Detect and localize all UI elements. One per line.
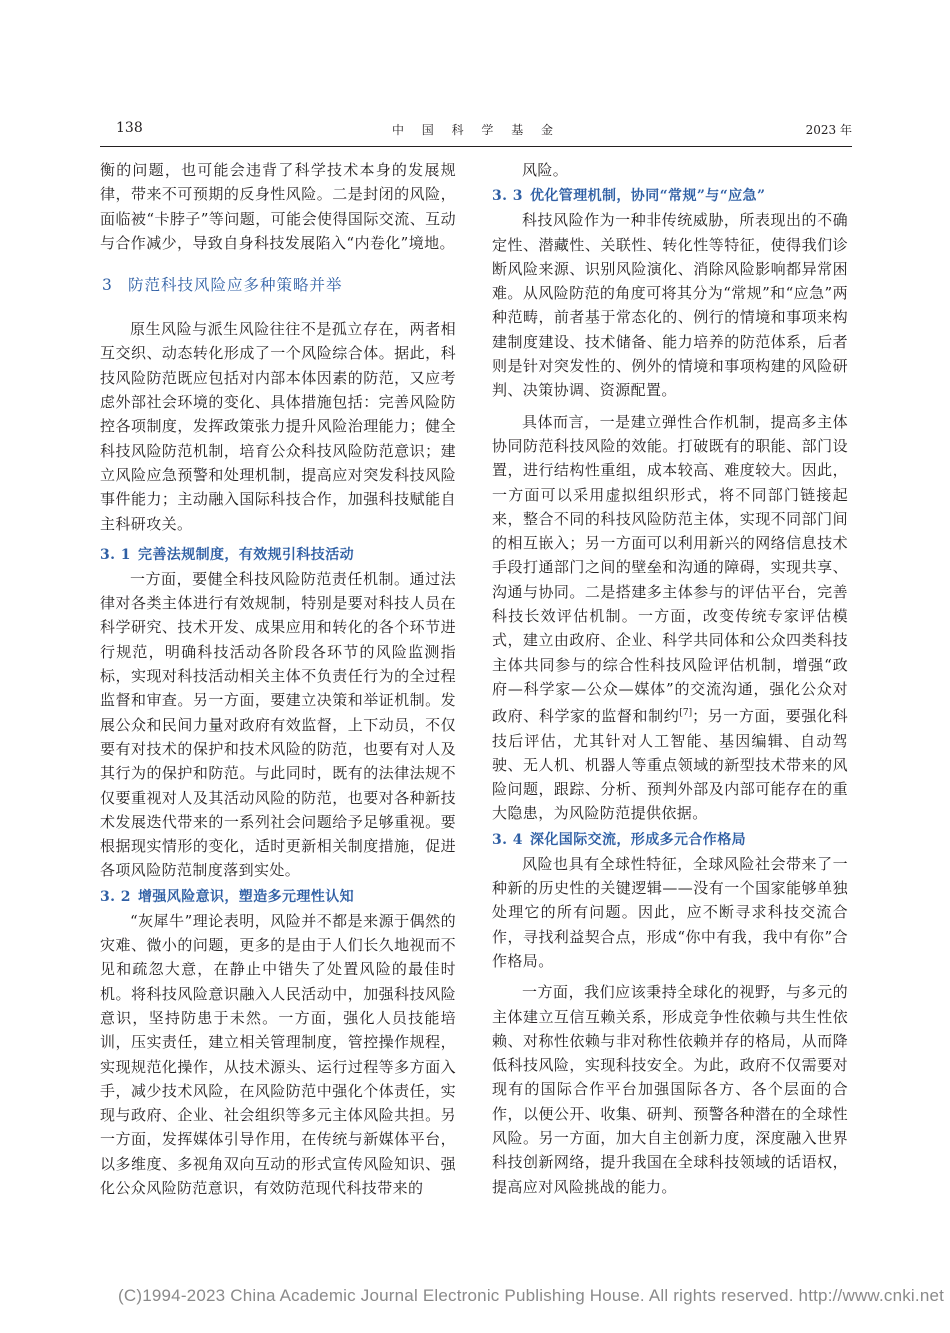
subsection-title: 深化国际交流，形成多元合作格局 (530, 831, 746, 848)
subsection-3-4-heading (492, 828, 848, 852)
paragraph-3-2: “灰犀牛”理论表明，风险并不都是来源于偶然的灾难、微小的问题，更多的是由于人们长久地视而不见和疏忽大意，在静止中错失了处置风险的最佳时机。将科技风险意识融入人民活动中，加强科技风险意识，坚持防患于未然。一方面，强化人员技能培训，压实责任，建立相关管理制度，管控操作规程，实现规范化操作，从技术源头、运行过程等多方面入手，减少技术风险，在风险防范中强化个体责任，实现与政府、企业、社会组织等多元主体风险共担。另一方面，发挥媒体引导作用，在传统与新媒体平台，以多维度、多视角双向互动的形式宣传风险知识、强化公众风险防范意识，有效防范现代科技带来的 (100, 911, 456, 1197)
subsection-3-1-heading (100, 543, 456, 567)
subsection-number: 3. 4 (492, 831, 523, 848)
journal-year: 2023 年 (805, 123, 852, 137)
paragraph-section-3: 原生风险与派生风险往往不是孤立存在，两者相互交织、动态转化形成了一个风险综合体。据此，科技风险防范既应包括对内部本体因素的防范，又应考虑外部社会环境的变化、具体措施包括：完善风险防控各项制度，发挥政策张力提升风险治理能力；健全科技风险防范机制，培育公众科技风险防范意识；建立风险应急预警和处理机制，提高应对突发科技风险事件能力；主动融入国际科技合作，加强科技赋能自主科研攻关。 (100, 320, 456, 533)
subsection-title: 优化管理机制，协同“常规”与“应急” (530, 188, 766, 205)
paragraph-text: ；另一方面，要强化科技后评估，尤其针对人工智能、基因编辑、自动驾驶、无人机、机器人等重点领域的新型技术带来的风险问题，跟踪、分析、预判外部及内部可能存在的重大隐患，为风险防范提供依据。 (492, 707, 848, 823)
paragraph-3-3-a: 科技风险作为一种非传统威胁，所表现出的不确定性、潜藏性、关联性、转化性等特征，使得我们诊断风险来源、识别风险演化、消除风险影响都异常困难。从风险防范的角度可将其分为“常规”和“应急”两种范畴，前者基于常态化的、例行的情境和事项来构建制度建设、技术储备、能力培养的防范体系，后者则是针对突发性的、例外的情境和事项构建的风险研判、决策协调、资源配置。 (492, 211, 848, 400)
right-column (492, 158, 848, 1199)
paragraph-intro: 衡的问题，也可能会违背了科学技术本身的发展规律，带来不可预期的反身性风险。二是封闭的风险，面临被“卡脖子”等问题，可能会使得国际交流、互动与合作减少，导致自身科技发展陷入“内卷化”境地。 (100, 161, 456, 252)
journal-name: 中 国 科 学 基 金 (391, 123, 561, 137)
copyright-footer: (C)1994-2023 China Academic Journal Electronic Publishing House. All rights reserved. http://www.cnki.net (118, 1286, 945, 1305)
subsection-3-3-heading (492, 184, 848, 208)
page-number: 138 (116, 120, 143, 136)
subsection-number: 3. 1 (100, 546, 131, 563)
left-column (100, 158, 456, 1200)
section-number: 3 (102, 276, 113, 295)
citation-reference[interactable]: [7] (679, 708, 693, 719)
subsection-number: 3. 3 (492, 188, 523, 205)
paragraph-3-1: 一方面，要健全科技风险防范责任机制。通过法律对各类主体进行有效规制，特别是要对科技人员在科学研究、技术开发、成果应用和转化的各个环节进行规范，明确科技活动各阶段各环节的风险监测指标，实现对科技活动相关主体不负责任行为的全过程监督和审查。另一方面，要建立决策和举证机制。发展公众和民间力量对政府有效监督，上下动员，不仅要有对技术的保护和技术风险的防范，也要有对人及其行为的保护和防范。与此同时，既有的法律法规不仅要重视对人及其活动风险的防范，也要对各种新技术发展迭代带来的一系列社会问题给予足够重视。要根据现实情形的变化，适时更新相关制度措施，促进各项风险防范制度落到实处。 (100, 569, 456, 880)
paragraph-3-4-a: 风险也具有全球性特征，全球风险社会带来了一种新的历史性的关键逻辑——没有一个国家能够单独处理它的所有问题。因此，应不断寻求科技交流合作，寻找利益契合点，形成“你中有我，我中有你”合作格局。 (492, 854, 848, 970)
subsection-number: 3. 2 (100, 888, 131, 905)
page-header (100, 118, 852, 147)
paragraph-3-4-b: 一方面，我们应该秉持全球化的视野，与多元的主体建立互信互赖关系，形成竞争性依赖与共生性依赖、对称性依赖与非对称性依赖并存的格局，从而降低科技风险，实现科技安全。为此，政府不仅需要对现有的国际合作平台加强国际各方、各个层面的合作，以便公开、收集、研判、预警各种潜在的全球性风险。另一方面，加大自主创新力度，深度融入世界科技创新网络，提升我国在全球科技领域的话语权，提高应对风险挑战的能力。 (492, 983, 848, 1196)
paragraph-continued: 风险。 (522, 161, 569, 179)
paragraph-3-3-b (492, 410, 848, 826)
section-3-heading (100, 273, 456, 297)
subsection-3-2-heading (100, 885, 456, 909)
subsection-title: 完善法规制度，有效规引科技活动 (138, 546, 354, 563)
section-title: 防范科技风险应多种策略并举 (128, 276, 343, 295)
paragraph-text: 具体而言，一是建立弹性合作机制，提高多主体协同防范科技风险的效能。打破既有的职能、部门设置，进行结构性重组，成本较高、难度较大。因此，一方面可以采用虚拟组织形式，将不同部门链接起来，整合不同的科技风险防范主体，实现不同部门间的相互嵌入；另一方面可以利用新兴的网络信息技术手段打通部门之间的壁垒和沟通的障碍，实现共享、沟通与协同。二是搭建多主体参与的评估平台，完善科技长效评估机制。一方面，改变传统专家评估模式，建立由政府、企业、科学共同体和公众四类科技主体共同参与的综合性科技风险评估机制，增强“政府—科学家—公众—媒体”的交流沟通，强化公众对政府、科学家的监督和制约 (492, 412, 848, 726)
subsection-title: 增强风险意识，塑造多元理性认知 (138, 888, 354, 905)
